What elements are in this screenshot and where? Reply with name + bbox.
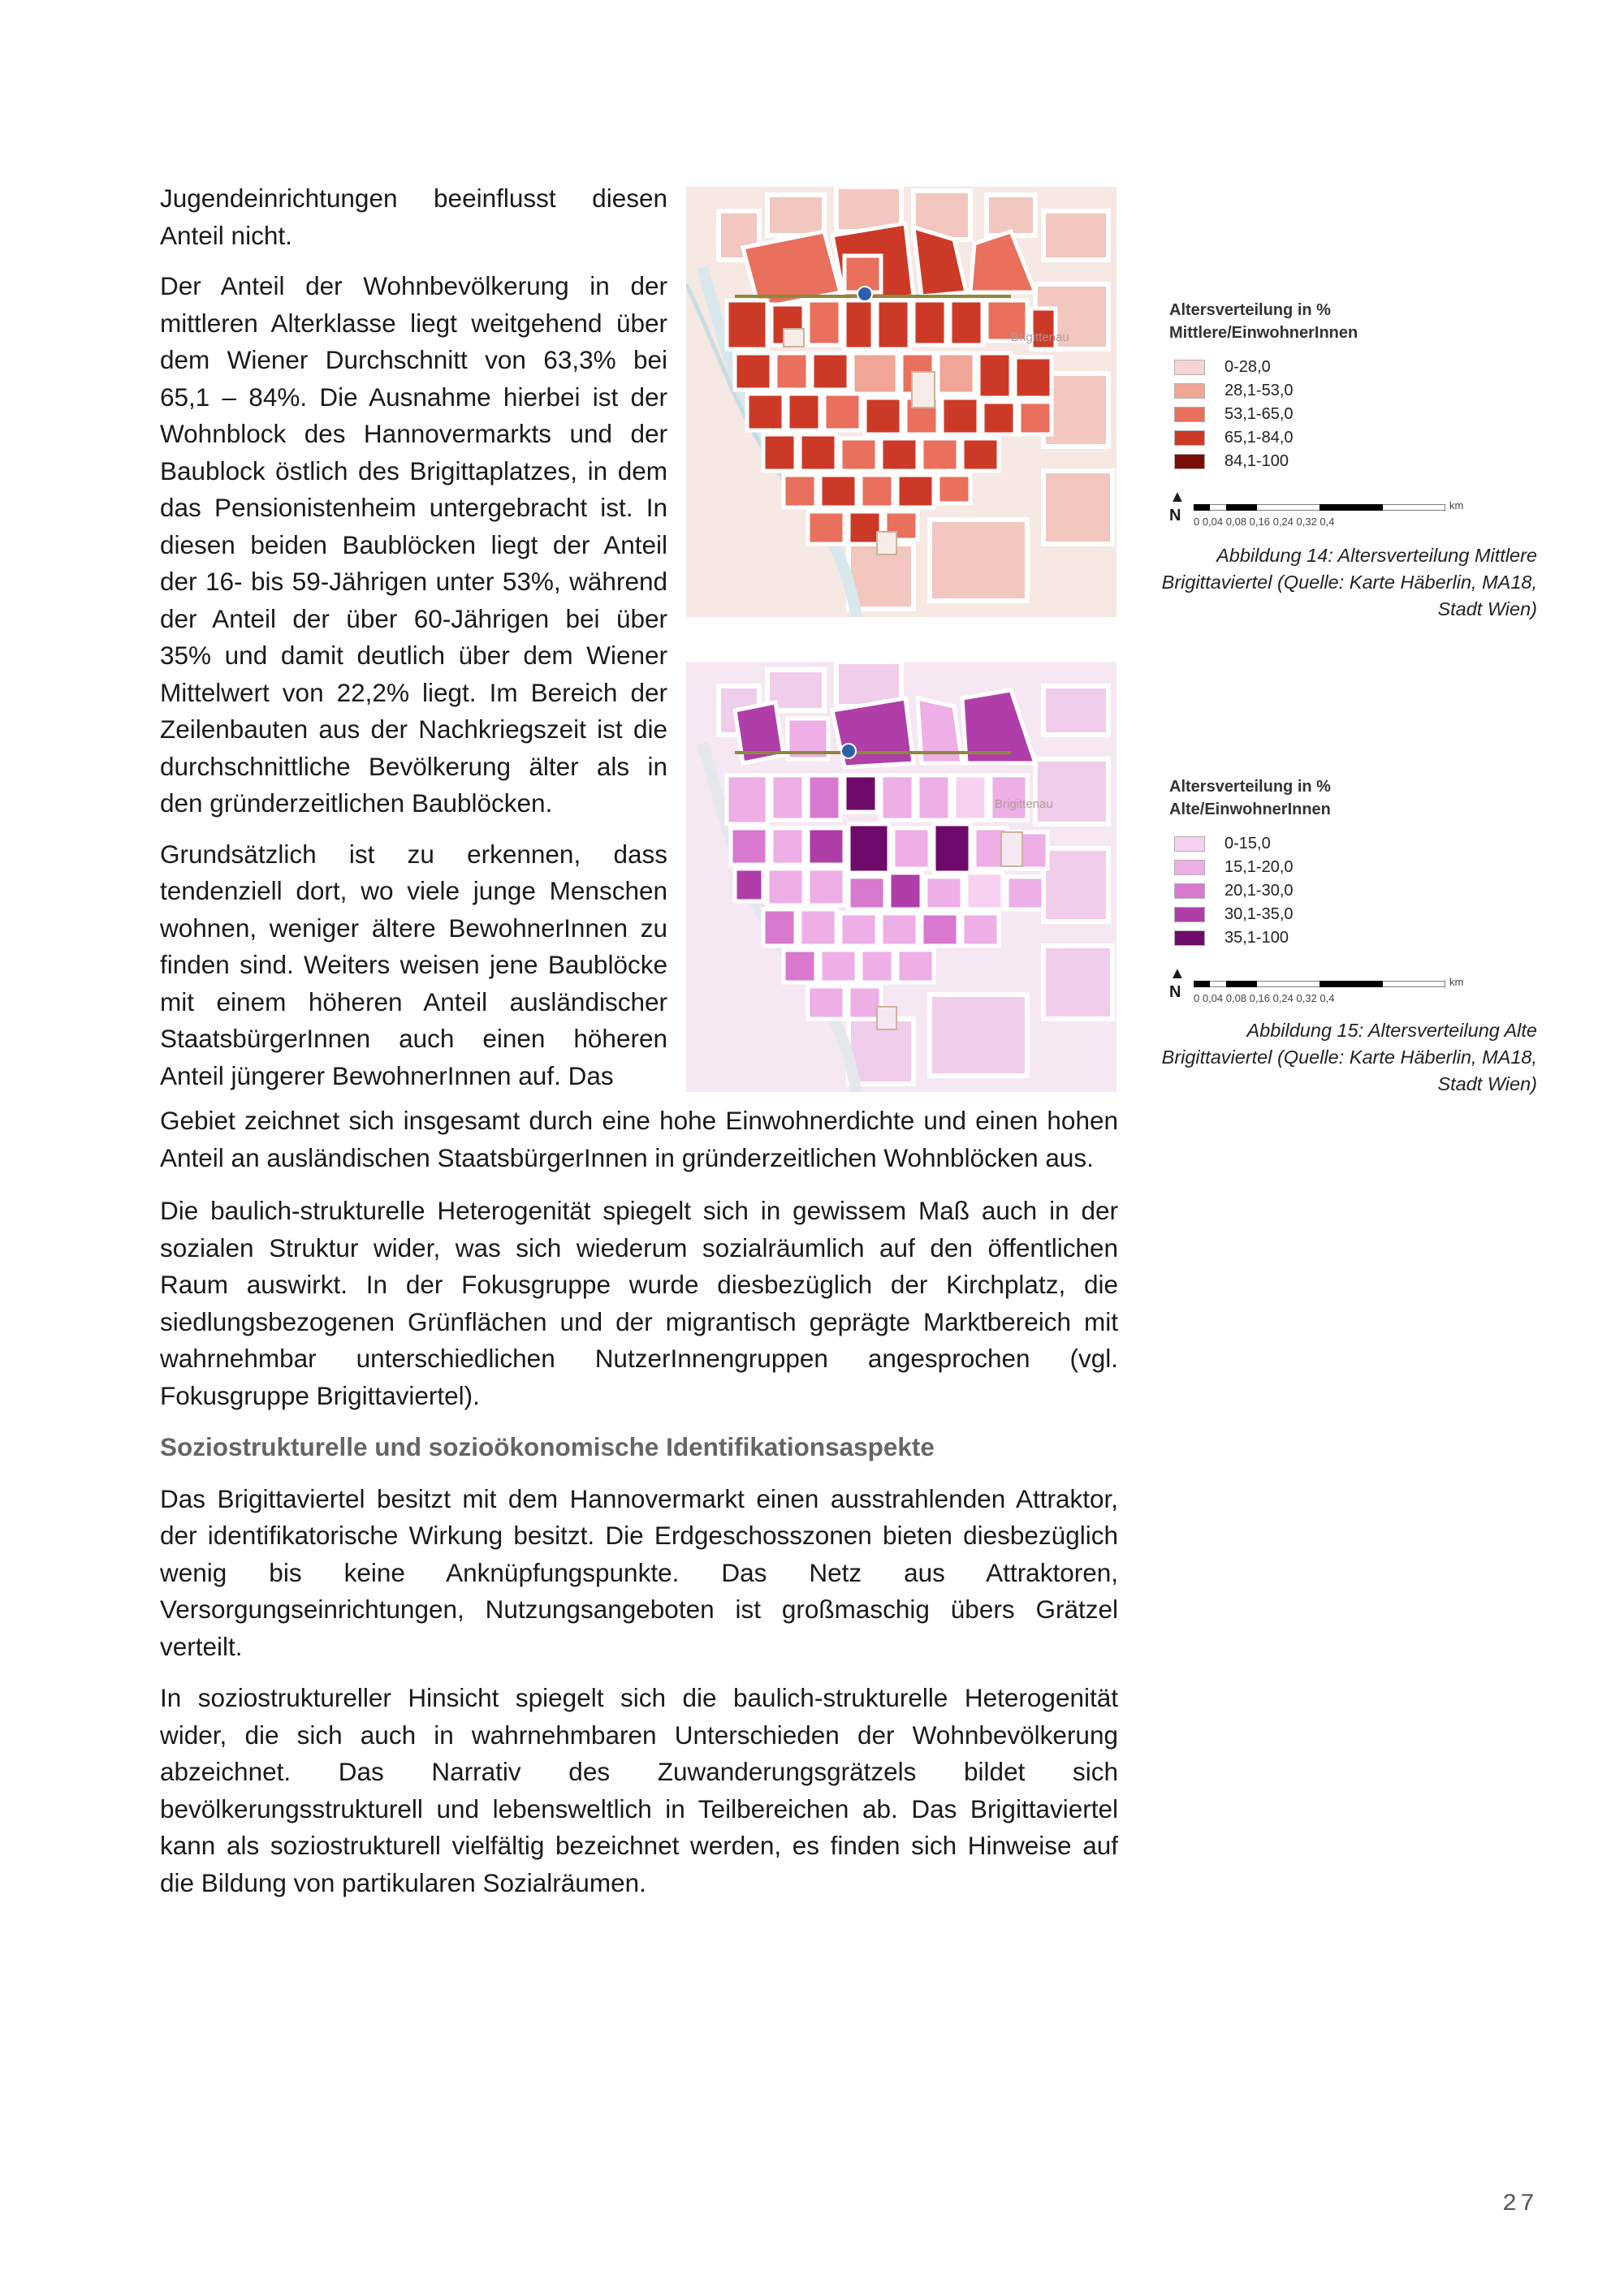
map-district-label: Brigittenau — [1011, 330, 1069, 344]
legend-item: 0-28,0 — [1169, 356, 1551, 379]
legend-title: Altersverteilung in % — [1169, 778, 1331, 796]
paragraph-3-continued: Gebiet zeichnet sich insgesamt durch eine hohe Einwohnerdichte und einen hohen Anteil an ausländischen StaatsbürgerInnen in gründerzeitlichen Wohnblöcken aus. — [160, 1106, 1118, 1172]
scale-tick-labels: 0 0,04 0,08 0,16 0,24 0,32 0,4 — [1194, 992, 1335, 1004]
legend-old-age — [1169, 775, 1551, 1005]
map-old-age — [686, 662, 1116, 1092]
text-column-full — [160, 1103, 1118, 1916]
scale-bar — [1169, 965, 1470, 1005]
north-arrow-icon: ▲ N — [1169, 965, 1186, 1001]
legend-items — [1169, 356, 1551, 473]
legend-swatch — [1174, 883, 1205, 899]
legend-item: 65,1-84,0 — [1169, 426, 1551, 450]
legend-swatch — [1174, 360, 1205, 375]
legend-swatch — [1174, 454, 1205, 469]
legend-swatch — [1174, 383, 1205, 399]
map-district-label: Brigittenau — [995, 797, 1053, 811]
paragraph-6: In soziostruktureller Hinsicht spiegelt sich die baulich-strukturelle Heterogenität wider, die sich auch in wahrnehmbaren Unterschieden der Wohnbevölkerung abzeichnet. Das Narrativ des Zuwanderungsgrätzels bildet sich bevölkerungsstrukturell und lebensweltlich in Teilbereichen ab. Das Brigittaviertel kann als soziostrukturell vielfältig bezeichnet werden, es finden sich Hinweise auf die Bildung von partikularen Sozialräumen. — [160, 1683, 1118, 1897]
paragraph-3: Grundsätzlich ist zu erkennen, dass tendenziell dort, wo viele junge Menschen wohnen, weniger ältere BewohnerInnen zu finden sind. Weiters weisen jene Baublöcke mit einem höheren Anteil ausländischer StaatsbürgerInnen auch einen höheren Anteil jüngerer BewohnerInnen auf. Das — [160, 839, 667, 1090]
legend-swatch — [1174, 860, 1205, 875]
paragraph-5: Das Brigittaviertel besitzt mit dem Hannovermarkt einen ausstrahlenden Attraktor, der identifikatorische Wirkung besitzt. Die Erdgeschosszonen bieten diesbezüglich wenig bis keine Anknüpfungspunkte. Das Netz aus Attraktoren, Versorgungseinrichtungen, Nutzungsangeboten ist großmaschig übers Grätzel verteilt. — [160, 1483, 1118, 1661]
legend-item: 20,1-30,0 — [1169, 879, 1551, 903]
legend-item: 84,1-100 — [1169, 450, 1551, 473]
legend-title: Altersverteilung in % — [1169, 301, 1331, 319]
legend-subtitle: Alte/EinwohnerInnen — [1169, 801, 1331, 818]
legend-item: 35,1-100 — [1169, 926, 1551, 950]
scale-bar — [1169, 488, 1470, 529]
page-number: 27 — [1502, 2190, 1539, 2218]
figure-caption-15: Abbildung 15: Altersverteilung Alte Brigittaviertel (Quelle: Karte Häberlin, MA18, Stadt Wien) — [1161, 1020, 1537, 1094]
legend-item: 15,1-20,0 — [1169, 856, 1551, 879]
map-middle-age — [686, 187, 1116, 617]
map-old-age-graphic — [686, 662, 1116, 1092]
legend-swatch — [1174, 430, 1205, 446]
scale-bar-graphic — [1194, 504, 1445, 511]
scale-unit: km — [1449, 499, 1464, 511]
paragraph-1: Jugendeinrichtungen beeinflusst diesen Anteil nicht. — [160, 183, 667, 250]
legend-middle-age — [1169, 299, 1551, 529]
legend-item: 53,1-65,0 — [1169, 403, 1551, 426]
section-heading: Soziostrukturelle und sozioökonomische Identifikationsaspekte — [160, 1432, 935, 1461]
scale-unit: km — [1449, 976, 1464, 988]
legend-swatch — [1174, 407, 1205, 422]
legend-item: 28,1-53,0 — [1169, 379, 1551, 403]
legend-item: 0-15,0 — [1169, 832, 1551, 856]
map-middle-age-graphic — [686, 187, 1116, 617]
legend-swatch — [1174, 836, 1205, 852]
text-column-wrapped — [160, 180, 667, 1094]
paragraph-2: Der Anteil der Wohnbevölkerung in der mittleren Alterklasse liegt weitgehend über dem Wiener Durchschnitt von 63,3% bei 65,1 – 84%. Die Ausnahme hierbei ist der Wohnblock des Hannovermarkts und der Baublock östlich des Brigittaplatzes, in dem das Pensionistenheim untergebracht ist. In diesen beiden Baublöcken liegt der Anteil der 16- bis 59-Jährigen unter 53%, während der Anteil der über 60-Jährigen bei über 35% und damit deutlich über dem Wiener Mittelwert von 22,2% liegt. Im Bereich der Zeilenbauten aus der Nachkriegszeit ist die durchschnittliche Bevölkerung älter als in den gründerzeitlichen Baublöcken. — [160, 271, 667, 818]
legend-swatch — [1174, 907, 1205, 922]
legend-item: 30,1-35,0 — [1169, 903, 1551, 926]
legend-subtitle: Mittlere/EinwohnerInnen — [1169, 324, 1358, 342]
scale-bar-graphic — [1194, 981, 1445, 987]
scale-tick-labels: 0 0,04 0,08 0,16 0,24 0,32 0,4 — [1194, 516, 1335, 528]
legend-items — [1169, 832, 1551, 950]
paragraph-4: Die baulich-strukturelle Heterogenität spiegelt sich in gewissem Maß auch in der sozialen Struktur wider, was sich wiederum sozialräumlich auf den öffentlichen Raum auswirkt. In der Fokusgruppe wurde diesbezüglich der Kirchplatz, die siedlungsbezogenen Grünflächen und der migrantisch geprägte Marktbereich mit wahrnehmbar unterschiedlichen NutzerInnengruppen angesprochen (vgl. Fokusgruppe Brigittaviertel). — [160, 1196, 1118, 1410]
legend-swatch — [1174, 930, 1205, 946]
figure-caption-14: Abbildung 14: Altersverteilung Mittlere Brigittaviertel (Quelle: Karte Häberlin, MA18, Stadt Wien) — [1161, 545, 1537, 619]
north-arrow-icon: ▲ N — [1169, 488, 1186, 524]
